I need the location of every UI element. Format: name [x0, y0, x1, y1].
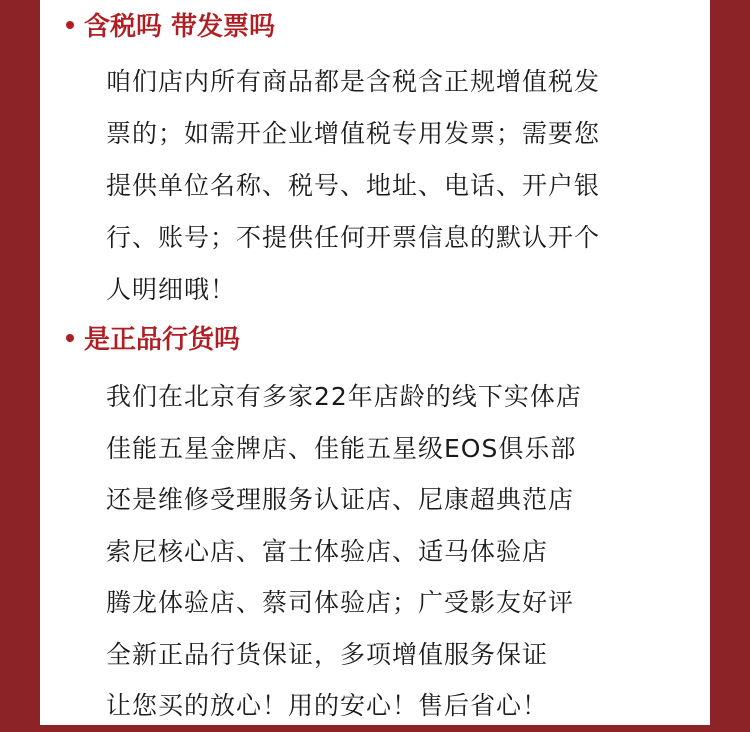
- faq-answer-tax-invoice: [106, 56, 600, 316]
- answer-line: 索尼核心店、富士体验店、适马体验店: [106, 536, 549, 566]
- answer-line: 行、账号；不提供任何开票信息的默认开个: [106, 223, 601, 252]
- answer-line: 人明细哦！: [106, 275, 237, 304]
- answer-line: 咱们店内所有商品都是含税含正规增值税发: [106, 67, 601, 96]
- bullet-dot-icon: [66, 21, 74, 29]
- answer-line: 还是维修受理服务认证店、尼康超典范店: [106, 485, 575, 514]
- faq-answer-genuine: [106, 371, 582, 732]
- faq-card: [40, 0, 710, 725]
- answer-line: 腾龙体验店、蔡司体验店；广受影友好评: [106, 588, 575, 617]
- heading-text: 是正品行货吗: [84, 325, 241, 355]
- heading-text: 含税吗 带发票吗: [84, 12, 276, 42]
- answer-line: 让您买的放心！用的安心！售后省心！: [106, 691, 549, 720]
- answer-line: 我们在北京有多家22年店龄的线下实体店: [106, 382, 582, 411]
- answer-line: 票的；如需开企业增值税专用发票；需要您: [106, 119, 601, 148]
- answer-line: 提供单位名称、税号、地址、电话、开户银: [106, 171, 601, 200]
- answer-line: 全新正品行货保证，多项增值服务保证: [106, 639, 549, 669]
- bullet-dot-icon: [66, 334, 74, 342]
- faq-heading-tax-invoice: [66, 12, 275, 42]
- answer-line: 佳能五星金牌店、佳能五星级EOS俱乐部: [106, 433, 577, 463]
- faq-heading-genuine: [66, 325, 240, 355]
